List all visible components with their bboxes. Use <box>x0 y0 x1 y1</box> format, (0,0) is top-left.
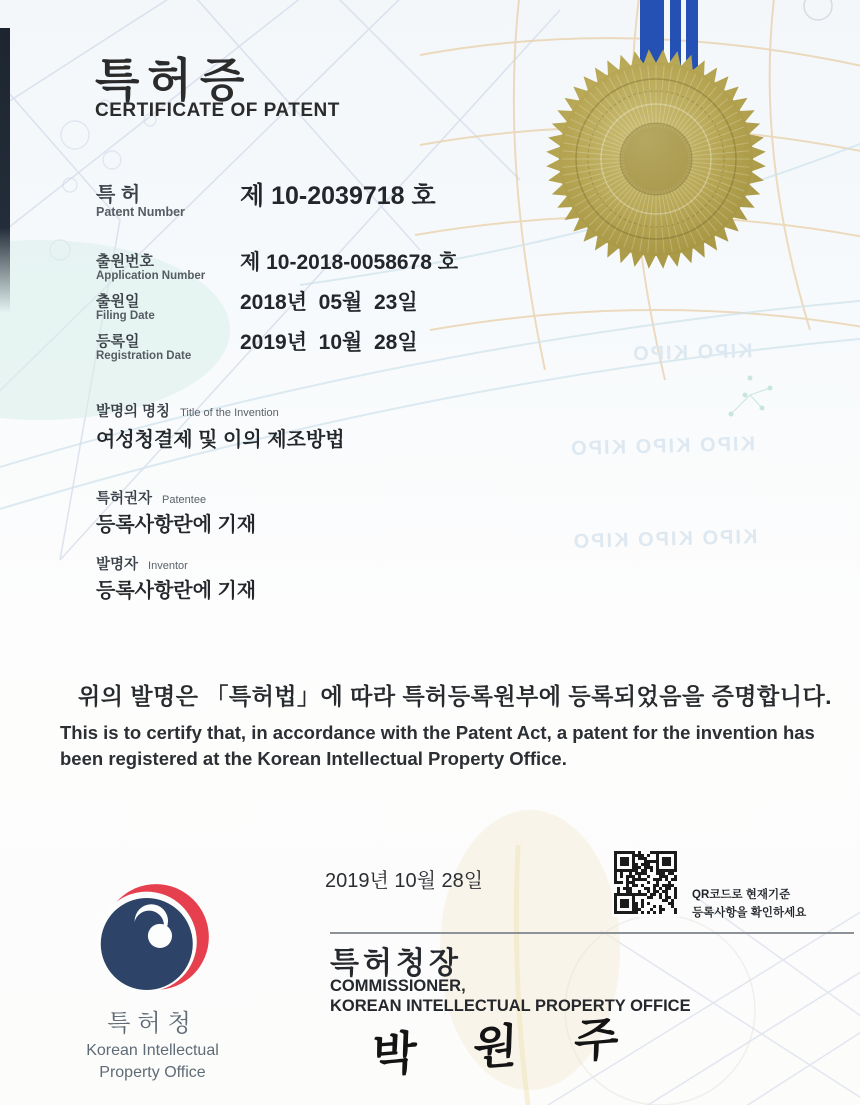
invention-title-label-en: Title of the Invention <box>180 407 279 419</box>
filing-date-value: 2018년 05월 23일 <box>240 291 418 314</box>
watermark-line: KIPO KIPO KIPO <box>568 433 756 460</box>
gold-seal <box>545 48 767 270</box>
issue-date: 2019년 10월 28일 <box>325 870 484 892</box>
filing-date-label-ko: 출원일 <box>96 293 140 310</box>
patent-number-value: 제 10-2039718 호 <box>240 182 436 210</box>
application-number-label-ko: 출원번호 <box>96 253 154 270</box>
registration-date-value: 2019년 10월 28일 <box>240 331 418 354</box>
patent-number-label-ko: 특 허 <box>96 184 141 206</box>
commissioner-title-en-line2: KOREAN INTELLECTUAL PROPERTY OFFICE <box>330 997 691 1015</box>
patent-number-label-en: Patent Number <box>96 205 185 219</box>
invention-title-label-ko: 발명의 명칭 <box>96 404 171 420</box>
filing-date-label-en: Filing Date <box>96 310 155 322</box>
page-title-ko: 특허증 <box>95 54 253 106</box>
application-number-label-en: Application Number <box>96 270 206 282</box>
application-number-value: 제 10-2018-0058678 호 <box>240 251 459 274</box>
kipo-watermark <box>451 274 760 623</box>
inventor-label-ko: 발명자 <box>96 557 139 573</box>
patentee-value: 등록사항란에 기재 <box>96 514 257 536</box>
patentee-label-ko: 특허권자 <box>96 491 153 507</box>
inventor-label-en: Inventor <box>148 560 188 572</box>
kipo-logo-name-en <box>45 1040 260 1085</box>
kipo-logo-name-en-line2: Property Office <box>99 1064 206 1082</box>
registration-date-label-ko: 등록일 <box>96 333 140 350</box>
commissioner-title-en-line1: COMMISSIONER, <box>330 977 466 995</box>
scan-edge-shadow <box>0 28 10 313</box>
qr-caption <box>692 886 852 923</box>
inventor-value: 등록사항란에 기재 <box>96 580 257 602</box>
commissioner-title-ko: 특허청장 <box>330 947 462 980</box>
kipo-logo <box>95 883 210 998</box>
registration-date-label-en: Registration Date <box>96 350 192 362</box>
watermark-line: KIPO KIPO KIPO <box>571 526 758 553</box>
patentee-label-en: Patentee <box>162 494 207 506</box>
invention-title-value: 여성청결제 및 이의 제조방법 <box>96 429 345 451</box>
qr-code <box>612 849 680 917</box>
qr-caption-line1: QR코드로 현재기준 <box>692 889 791 901</box>
statement-english: This is to certify that, in accordance with the Patent Act, a patent for the invention has been registered at the Korean Intellectual Property Office. <box>60 722 815 769</box>
statement-korean: 위의 발명은 「특허법」에 따라 특허등록원부에 등록되었음을 증명합니다. <box>78 683 833 709</box>
signature-divider <box>330 932 854 934</box>
watermark-line: KIPO KIPO <box>630 340 753 366</box>
page-title-en: CERTIFICATE OF PATENT <box>95 100 340 121</box>
kipo-logo-name-en-line1: Korean Intellectual <box>86 1042 219 1059</box>
commissioner-signature: 박 원 주 <box>371 1010 642 1082</box>
kipo-logo-name-ko: 특허청 <box>107 1010 198 1037</box>
qr-caption-line2: 등록사항을 확인하세요 <box>692 907 807 920</box>
